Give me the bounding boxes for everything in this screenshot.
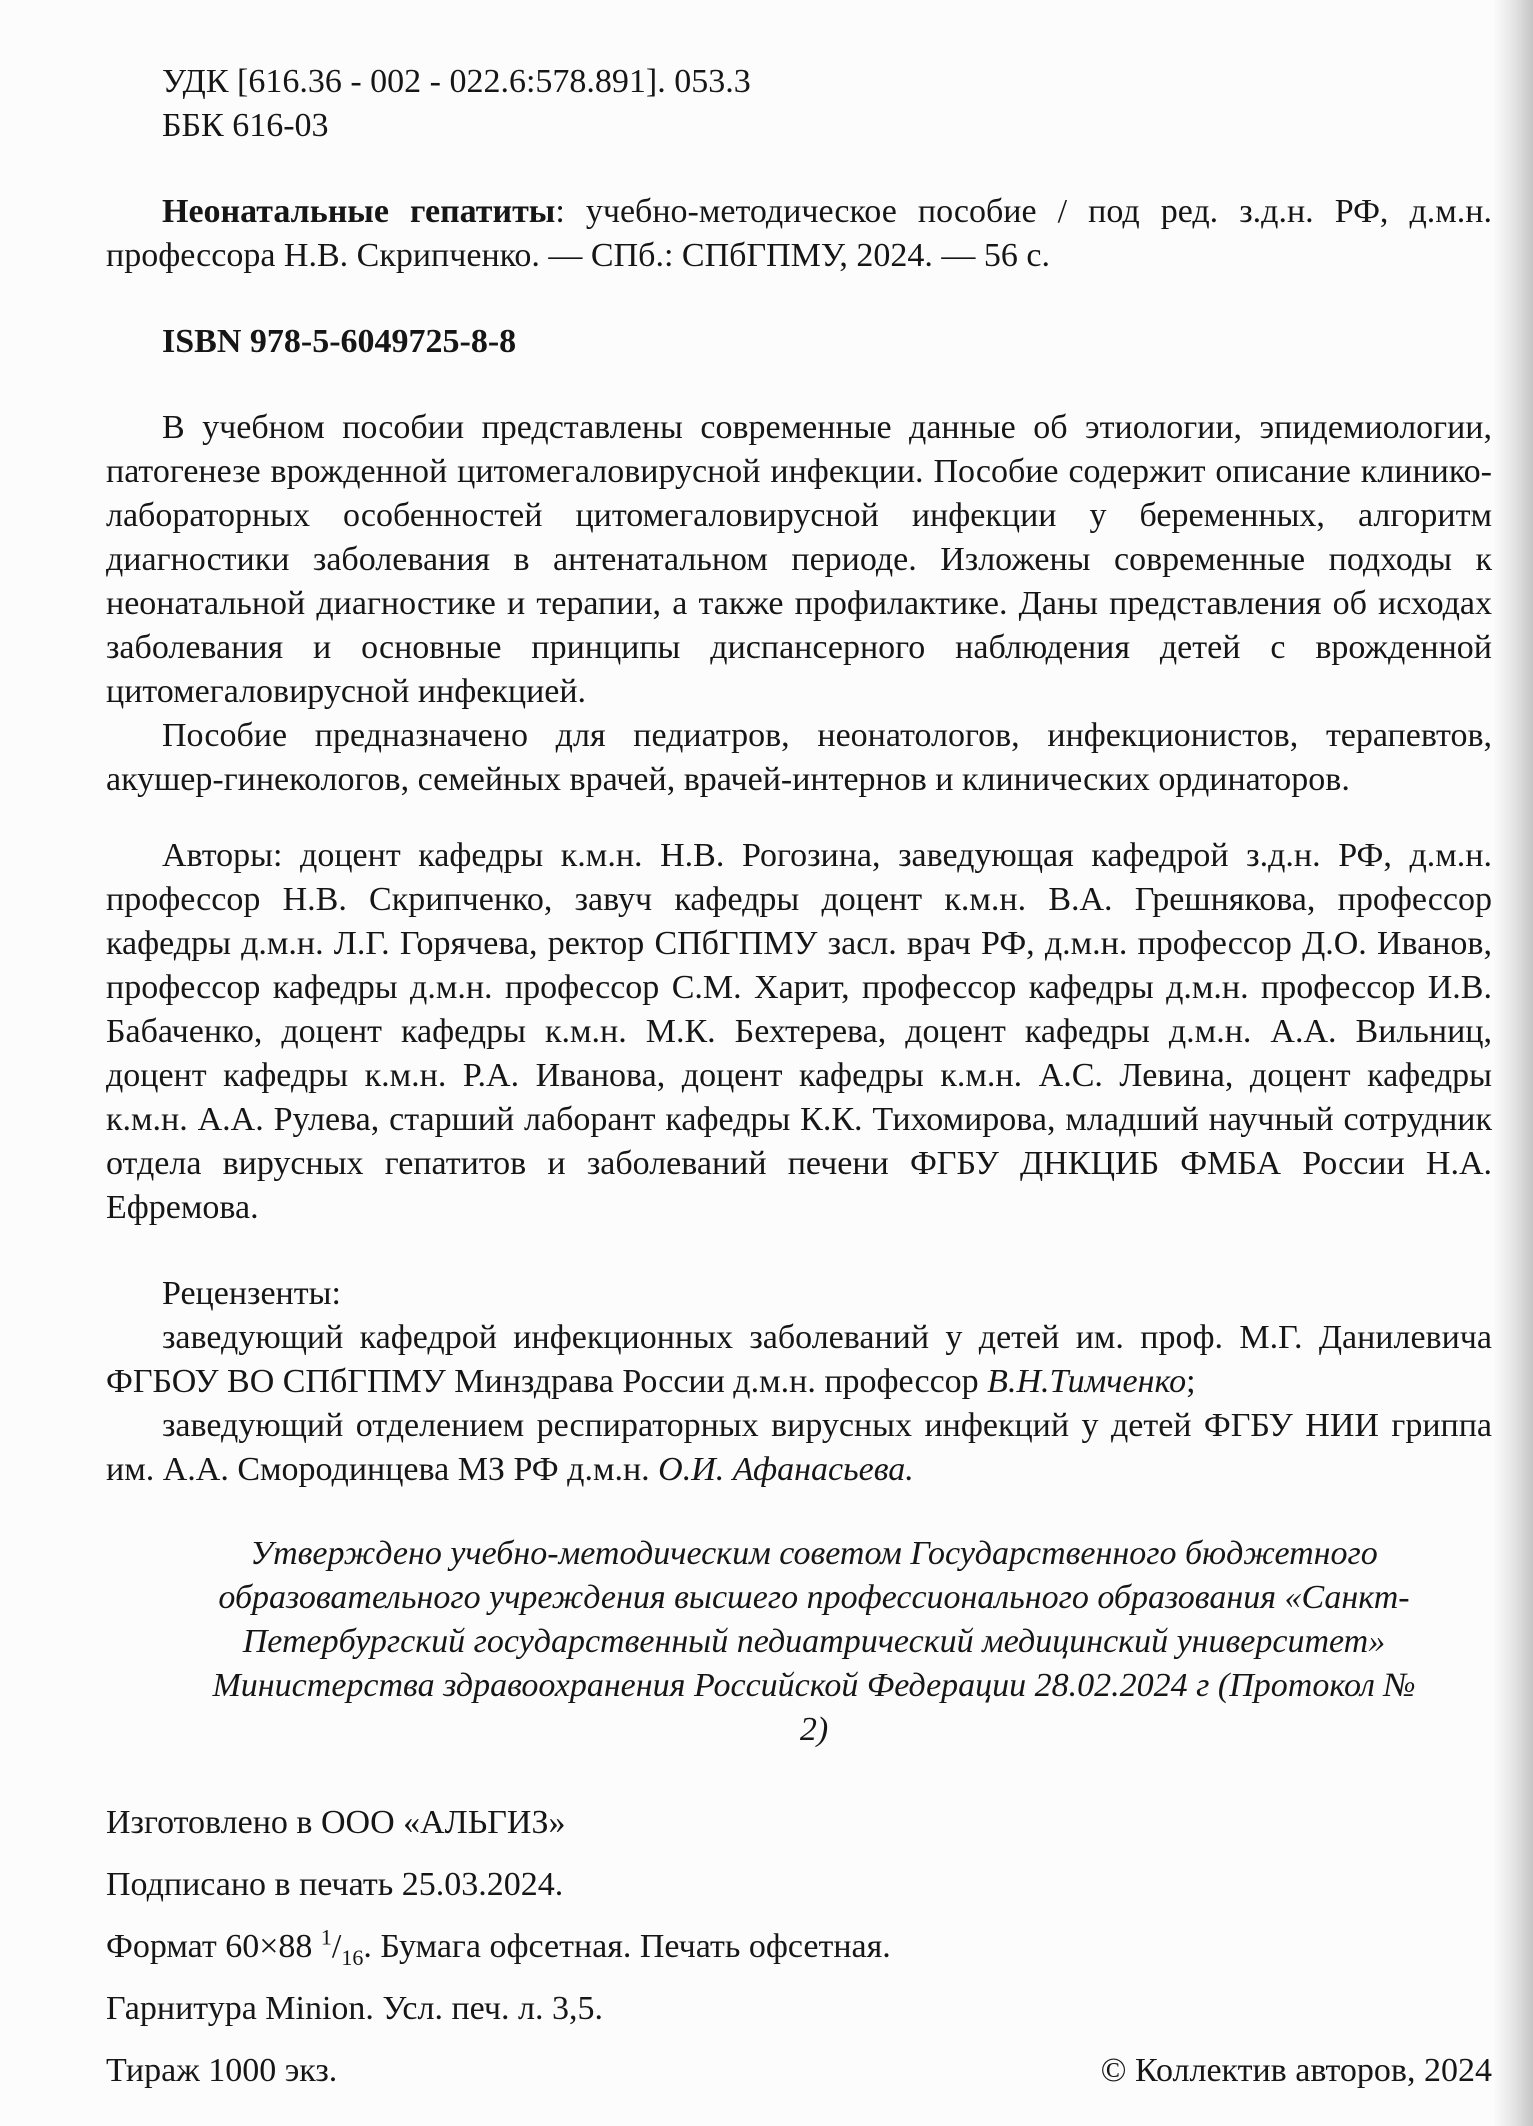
format-denominator: 16 bbox=[341, 1944, 364, 1970]
format-slash: / bbox=[331, 1928, 342, 1965]
reviewers-heading: Рецензенты: bbox=[162, 1275, 341, 1312]
isbn bbox=[106, 320, 1492, 364]
format-prefix: Формат 60×88 bbox=[106, 1928, 321, 1965]
reviewer-1-position: заведующий кафедрой инфекционных заболеваний у детей им. проф. М.Г. Данилевича ФГБОУ ВО СПбГПМУ Минздрава России д.м.н. профессор bbox=[106, 1319, 1492, 1400]
classification-block bbox=[106, 60, 1492, 148]
abstract-paragraph-2: Пособие предназначено для педиатров, неонатологов, инфекционистов, терапевтов, акушер-гинекологов, семейных врачей, врачей-интернов и клинических ординаторов. bbox=[106, 717, 1492, 798]
imprint-run: Тираж 1000 экз. bbox=[106, 2052, 338, 2089]
isbn-number: ISBN 978-5-6049725-8-8 bbox=[162, 323, 517, 360]
imprint-manufacturer: Изготовлено в ООО «АЛЬГИЗ» bbox=[106, 1804, 566, 1841]
imprint-block bbox=[106, 1792, 1492, 2102]
approval-note: Утверждено учебно-методическим советом Государственного бюджетного образовательного учреждения высшего профессионального образования «Санкт-Петербургский государственный педиатрический медицинский университет» Министерства здравоохранения Российской Федерации 28.02.2024 г (Протокол № 2) bbox=[212, 1535, 1416, 1748]
format-numerator: 1 bbox=[320, 1924, 332, 1950]
reviewer-1-name: В.Н.Тимченко bbox=[987, 1363, 1187, 1400]
reviewer-1-tail: ; bbox=[1186, 1363, 1196, 1400]
bbk-code: ББК 616-03 bbox=[162, 107, 329, 144]
reviewer-2-name: О.И. Афанасьева. bbox=[658, 1451, 914, 1488]
imprint-last-row bbox=[106, 2040, 1492, 2102]
udk-code: УДК [616.36 - 002 - 022.6:578.891]. 053.3 bbox=[162, 63, 751, 100]
citation-details: : учебно-методическое пособие / под ред. з.д.н. РФ, д.м.н. профессора Н.В. Скрипченко. — СПб.: СПбГПМУ, 2024. — 56 с. bbox=[106, 193, 1492, 274]
reviewer-2 bbox=[106, 1404, 1492, 1492]
bibliographic-citation bbox=[106, 190, 1492, 278]
abstract-paragraph-1: В учебном пособии представлены современные данные об этиологии, эпидемиологии, патогенезе врожденной цитомегаловирусной инфекции. Пособие содержит описание клинико-лабораторных особенностей цитомегаловирусной инфекции у беременных, алгоритм диагностики заболевания в антенатальном периоде. Изложены современные подходы к неонатальной диагностике и терапии, а также профилактике. Даны представления об исходах заболевания и основные принципы диспансерного наблюдения детей с врожденной цитомегаловирусной инфекцией. bbox=[106, 409, 1492, 710]
reviewer-1 bbox=[106, 1316, 1492, 1404]
book-title: Неонатальные гепатиты bbox=[162, 193, 556, 230]
reviewer-2-position: заведующий отделением респираторных вирусных инфекций у детей ФГБУ НИИ гриппа им. А.А. Смородинцева МЗ РФ д.м.н. bbox=[106, 1407, 1492, 1488]
page-edge-shadow bbox=[1493, 0, 1533, 2126]
imprint-signed: Подписано в печать 25.03.2024. bbox=[106, 1866, 564, 1903]
imprint-format bbox=[106, 1916, 1492, 1978]
format-rest: . Бумага офсетная. Печать офсетная. bbox=[363, 1928, 891, 1965]
authors-list: Авторы: доцент кафедры к.м.н. Н.В. Рогозина, заведующая кафедрой з.д.н. РФ, д.м.н. профессор Н.В. Скрипченко, завуч кафедры доцент к.м.н. В.А. Грешнякова, профессор кафедры д.м.н. Л.Г. Горячева, ректор СПбГПМУ засл. врач РФ, д.м.н. профессор Д.О. Иванов, профессор кафедры д.м.н. профессор С.М. Харит, профессор кафедры д.м.н. профессор И.В. Бабаченко, доцент кафедры к.м.н. М.К. Бехтерева, доцент кафедры д.м.н. А.А. Вильниц, доцент кафедры к.м.н. Р.А. Иванова, доцент кафедры к.м.н. А.С. Левина, доцент кафедры к.м.н. А.А. Рулева, старший лаборант кафедры К.К. Тихомирова, младший научный сотрудник отдела вирусных гепатитов и заболеваний печени ФГБУ ДНКЦИБ ФМБА России Н.А. Ефремова. bbox=[106, 837, 1492, 1226]
colophon-page bbox=[106, 60, 1492, 2102]
copyright: © Коллектив авторов, 2024 bbox=[1100, 2052, 1492, 2089]
imprint-font: Гарнитура Minion. Усл. печ. л. 3,5. bbox=[106, 1990, 603, 2027]
